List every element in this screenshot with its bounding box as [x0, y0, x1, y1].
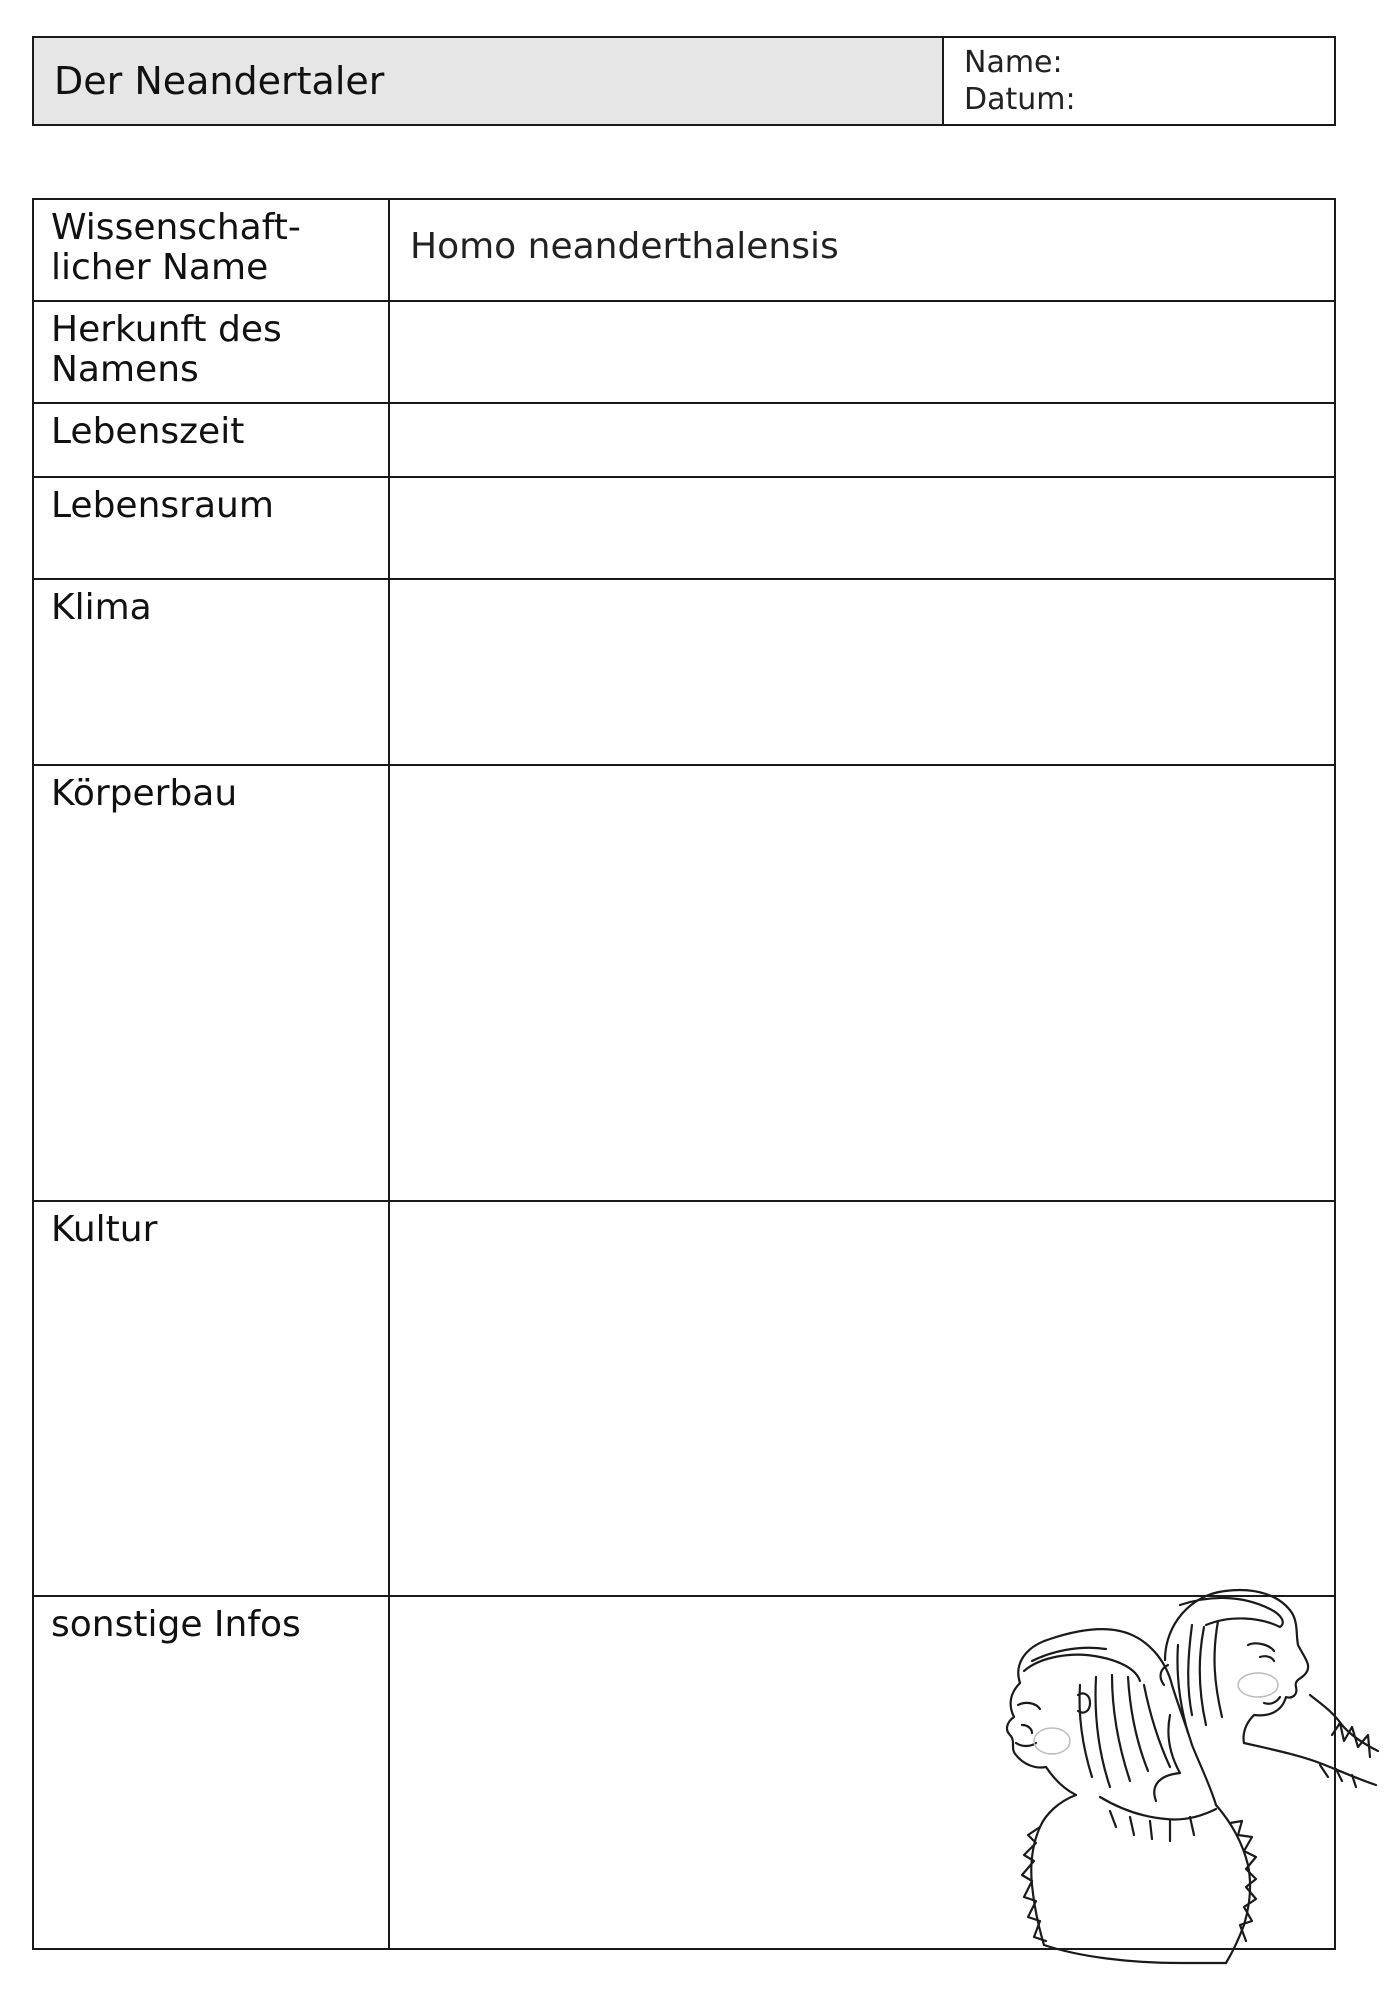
row-value-climate[interactable]	[389, 579, 1335, 765]
name-date-box	[944, 38, 1334, 124]
row-value-habitat[interactable]	[389, 477, 1335, 579]
row-value-physique[interactable]	[389, 765, 1335, 1201]
table-row	[33, 765, 1335, 1201]
row-label-culture: Kultur	[33, 1201, 389, 1596]
neanderthal-heads-illustration	[980, 1565, 1380, 1965]
table-row	[33, 199, 1335, 301]
row-value-lifetime[interactable]	[389, 403, 1335, 477]
row-value-culture[interactable]	[389, 1201, 1335, 1596]
worksheet-title: Der Neandertaler	[34, 38, 944, 124]
table-row	[33, 579, 1335, 765]
table-row	[33, 1201, 1335, 1596]
row-label-name-origin: Herkunft des Namens	[33, 301, 389, 403]
table-row	[33, 403, 1335, 477]
table-row	[33, 477, 1335, 579]
table-row	[33, 301, 1335, 403]
name-label: Name:	[964, 45, 1063, 80]
date-label: Datum:	[964, 82, 1076, 117]
neanderthal-front-figure	[1007, 1629, 1256, 1963]
row-label-scientific-name: Wissenschaft- licher Name	[33, 199, 389, 301]
row-value-scientific-name[interactable]: Homo neanderthalensis	[389, 199, 1335, 301]
worksheet-header	[32, 36, 1336, 126]
row-label-climate: Klima	[33, 579, 389, 765]
row-label-physique: Körperbau	[33, 765, 389, 1201]
row-label-habitat: Lebensraum	[33, 477, 389, 579]
row-value-name-origin[interactable]	[389, 301, 1335, 403]
neanderthal-back-figure	[1154, 1590, 1378, 1801]
row-label-other-info: sonstige Infos	[33, 1596, 389, 1949]
row-label-lifetime: Lebenszeit	[33, 403, 389, 477]
